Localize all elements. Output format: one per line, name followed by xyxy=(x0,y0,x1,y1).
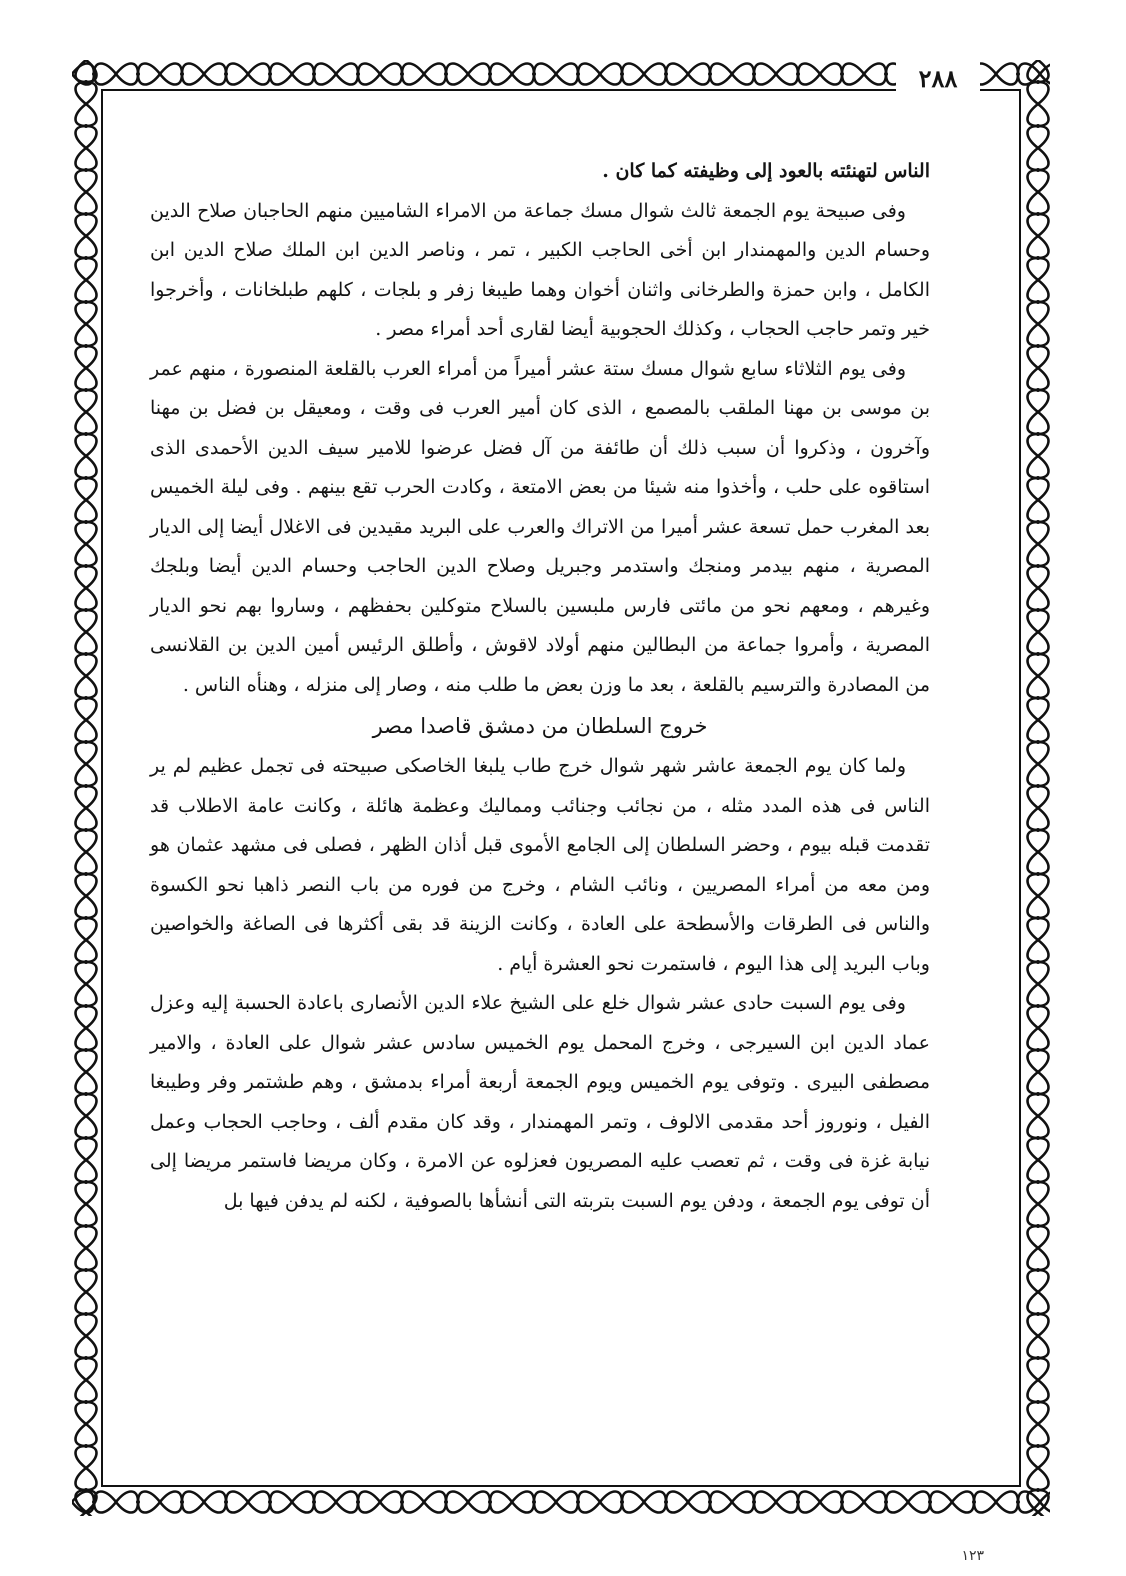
page-number: ٢٨٨ xyxy=(896,62,980,96)
paragraph: ولما كان يوم الجمعة عاشر شهر شوال خرج طاب يلبغا الخاصكى صبيحته فى تجمل عظيم لم ير الناس فى هذه المدد مثله ، من نجائب وجنائب ومماليك وعظمة هائلة ، وكانت عامة الاطلاب قد تقدمت قبله بيوم ، وحضر السلطان إلى الجامع الأموى قبل أذان الظهر ، فصلى فى مشهد عثمان هو ومن معه من أمراء المصريين ، ونائب الشام ، وخرج من فوره من باب النصر ذاهبا نحو الكسوة والناس فى الطرقات والأسطحة على العادة ، وكانت الزينة قد بقى أكثرها فى الصاغة والخواصين وباب البريد إلى هذا اليوم ، فاستمرت نحو العشرة أيام . xyxy=(150,755,930,975)
paragraph-continuation: الناس لتهنئته بالعود إلى وظيفته كما كان . xyxy=(602,160,930,182)
section-heading: خروج السلطان من دمشق قاصدا مصر xyxy=(372,714,708,738)
paragraph: وفى يوم الثلاثاء سابع شوال مسك ستة عشر أميراً من أمراء العرب بالقلعة المنصورة ، منهم عمر بن موسى بن مهنا الملقب بالمصمع ، الذى كان أمير العرب فى وقت ، ومعيقل بن فضل بن مهنا وآخرون ، وذكروا أن سبب ذلك أن طائفة من آل فضل عرضوا للامير سيف الدين الأحمدى الذى استاقوه على حلب ، وأخذوا منه شيئا من بعض الامتعة ، وكادت الحرب تقع بينهم . وفى ليلة الخميس بعد المغرب حمل تسعة عشر أميرا من الاتراك والعرب على البريد مقيدين فى الاغلال أيضا إلى الديار المصرية ، منهم بيدمر ومنجك واستدمر وجبريل وصلاح الدين الحاجب وحسام الدين أيضا وبلجك وغيرهم ، ومعهم نحو من مائتى فارس ملبسين بالسلاح متوكلين بحفظهم ، وساروا بهم نحو الديار المصرية ، وأمروا جماعة من البطالين منهم أولاد لاقوش ، وأطلق الرئيس أمين الدين بن القلانسى من المصادرة والترسيم بالقلعة ، بعد ما وزن بعض ما طلب منه ، وصار إلى منزله ، وهنأه الناس . xyxy=(150,357,930,696)
page-body xyxy=(150,152,930,1221)
signature-mark: ١٢٣ xyxy=(961,1548,984,1564)
paragraph: وفى صبيحة يوم الجمعة ثالث شوال مسك جماعة من الامراء الشاميين منهم الحاجبان صلاح الدين وحسام الدين والمهمندار ابن أخى الحاجب الكبير ، تمر ، وناصر الدين ابن الملك صلاح الدين ابن الكامل ، وابن حمزة والطرخانى واثنان أخوان وهما طيبغا زفر و بلجات ، كلهم طبلخانات ، وأخرجوا خير وتمر حاجب الحجاب ، وكذلك الحجوبية أيضا لقارى أحد أمراء مصر . xyxy=(150,199,930,340)
paragraph: وفى يوم السبت حادى عشر شوال خلع على الشيخ علاء الدين الأنصارى باعادة الحسبة إليه وعزل عماد الدين ابن السيرجى ، وخرج المحمل يوم الخميس سادس عشر شوال على العادة ، والامير مصطفى البيرى . وتوفى يوم الخميس ويوم الجمعة أربعة أمراء بدمشق ، وهم طشتمر وفر وطيبغا الفيل ، ونوروز أحد مقدمى الالوف ، وتمر المهمندار ، وقد كان مقدم ألف ، وحاجب الحجاب وعمل نيابة غزة فى وقت ، ثم تعصب عليه المصريون فعزلوه عن الامرة ، وكان مريضا فاستمر مريضا إلى أن توفى يوم الجمعة ، ودفن يوم السبت بتربته التى أنشأها بالصوفية ، لكنه لم يدفن فيها بل xyxy=(150,992,930,1212)
